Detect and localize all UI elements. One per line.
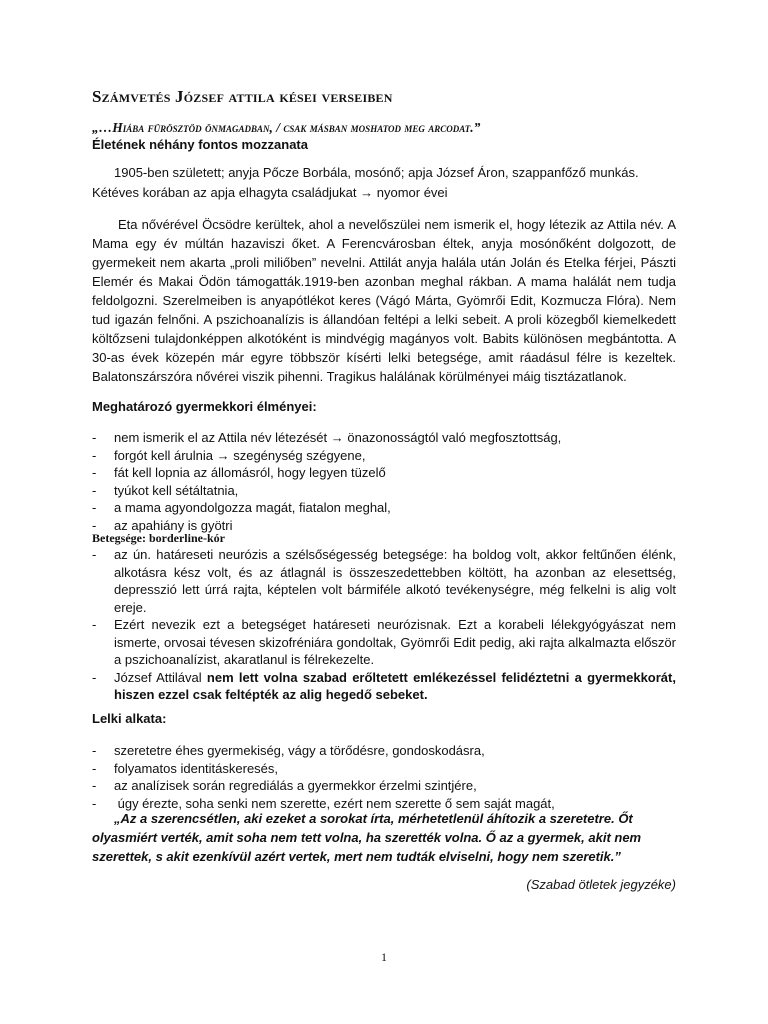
list-item: - fát kell lopnia az állomásról, hogy legyen tüzelő (92, 464, 676, 482)
illness-last-prefix: József Attilával (114, 669, 202, 685)
list-item: - forgót kell árulnia → szegénység szégyene, (92, 447, 676, 465)
list-item: - az apahiány is gyötri (92, 517, 676, 535)
main-paragraph (92, 215, 676, 386)
birth-line: 1905-ben született; anyja Pőcze Borbála, mosónő; apja József Áron, szappanfőző munkás. (114, 165, 639, 180)
list-item (92, 669, 676, 704)
list-item: - szeretetre éhes gyermekiség, vágy a törődésre, gondoskodásra, (92, 742, 676, 760)
illness-list (92, 546, 676, 704)
list-item: - úgy érezte, soha senki nem szerette, ezért nem szerette ő sem saját magát, (92, 795, 676, 813)
list-item: - folyamatos identitáskeresés, (92, 760, 676, 778)
list-item: - a mama agyondolgozza magát, fiatalon meghal, (92, 499, 676, 517)
list-item: - tyúkot kell sétáltatnia, (92, 482, 676, 500)
childhood-list (92, 429, 676, 534)
life-heading: Életének néhány fontos mozzanata (92, 137, 308, 152)
illness-last-bold: nem lett volna szabad erőltetett emlékezéssel felidéztetni a gyermekkorát, hiszen ezzel csak feltépték az alig hegedő sebeket. (114, 669, 676, 702)
list-item: - Ezért nevezik ezt a betegséget határeseti neurózisnak. Ezt a korabeli lélekgyógyászat nem ismerte, orvosai tévesen skizofréniára gondoltak, Gyömrői Edit pedig, aki rajta alkalmazta először a pszichoanalízist, akaratlanul is félrekezelte. (92, 616, 676, 669)
list-item: - az ún. határeseti neurózis a szélsőségesség betegsége: ha boldog volt, akkor feltűnően élénk, alkotásra kész volt, és az átlagnál is összeszedettebben költött, ha azonban az elesettség, depresszió lett úrrá rajta, képtelen volt bármiféle alkotó tevékenységre, még felkelni is alig volt ereje. (92, 546, 676, 616)
page-title: Számvetés József attila kései verseiben (92, 87, 393, 106)
subtitle-quote: „…Hiába fürösztöd önmagadban, / csak másban moshatod meg arcodat.” (92, 120, 481, 135)
closing-quote: „Az a szerencsétlen, aki ezeket a sorokat írta, mérhetetlenül áhítozik a szeretetre. Őt olyasmiért verték, amit soha nem tett volna, ha szerették volna. Ő az a gyermek, akit nem szerettek, s akit ezenkívül azért vertek, mert nem tudták elviselni, hogy nem szeretik.” (92, 811, 642, 864)
illness-heading: Betegsége: borderline-kór (92, 531, 225, 545)
soul-list (92, 742, 676, 812)
quote-source: (Szabad ötletek jegyzéke) (526, 877, 676, 892)
main-paragraph-text: Eta nővérével Öcsödre kerültek, ahol a nevelőszülei nem ismerik el, hogy létezik az Attila név. A Mama egy év múltán hazaviszi őket. A Ferencvárosban éltek, anyja mosónőként dolgozott, de gyermekeit nem akarta „proli miliőben” nevelni. Attilát anyja halála után Jolán és Etelka férjei, Pászti Elemér és Makai Ödön támogatták.1919-ben azonban meghal rákban. A mama halálát nem tudja feldolgozni. Szerelmeiben is anyapótlékot keres (Vágó Márta, Gyömrői Edit, Kozmucza Flóra). Nem tud igazán felnőni. A pszichoanalízis is állandóan feltépi a lelki sebeit. A proli közegből kiemelkedett költőzseni tulajdonképpen alkotóként is mindvégig magányos volt. Babits különösen megbántotta. A 30-as évek közepén már egyre többször kísérti lelki betegsége, amit ráadásul félre is kezeltek. Balatonszárszóra nővérei viszik pihenni. Tragikus halálának körülményei máig tisztázatlanok. (92, 217, 676, 384)
abandon-line: Kétéves korában az apja elhagyta családjukat → nyomor évei (92, 185, 448, 200)
page-number: 1 (381, 950, 387, 964)
childhood-heading: Meghatározó gyermekkori élményei: (92, 399, 317, 414)
soul-heading: Lelki alkata: (92, 711, 167, 726)
list-item: - az analízisek során regrediálás a gyermekkor érzelmi szintjére, (92, 777, 676, 795)
list-item: - nem ismerik el az Attila név létezését → önazonosságtól való megfosztottság, (92, 429, 676, 447)
